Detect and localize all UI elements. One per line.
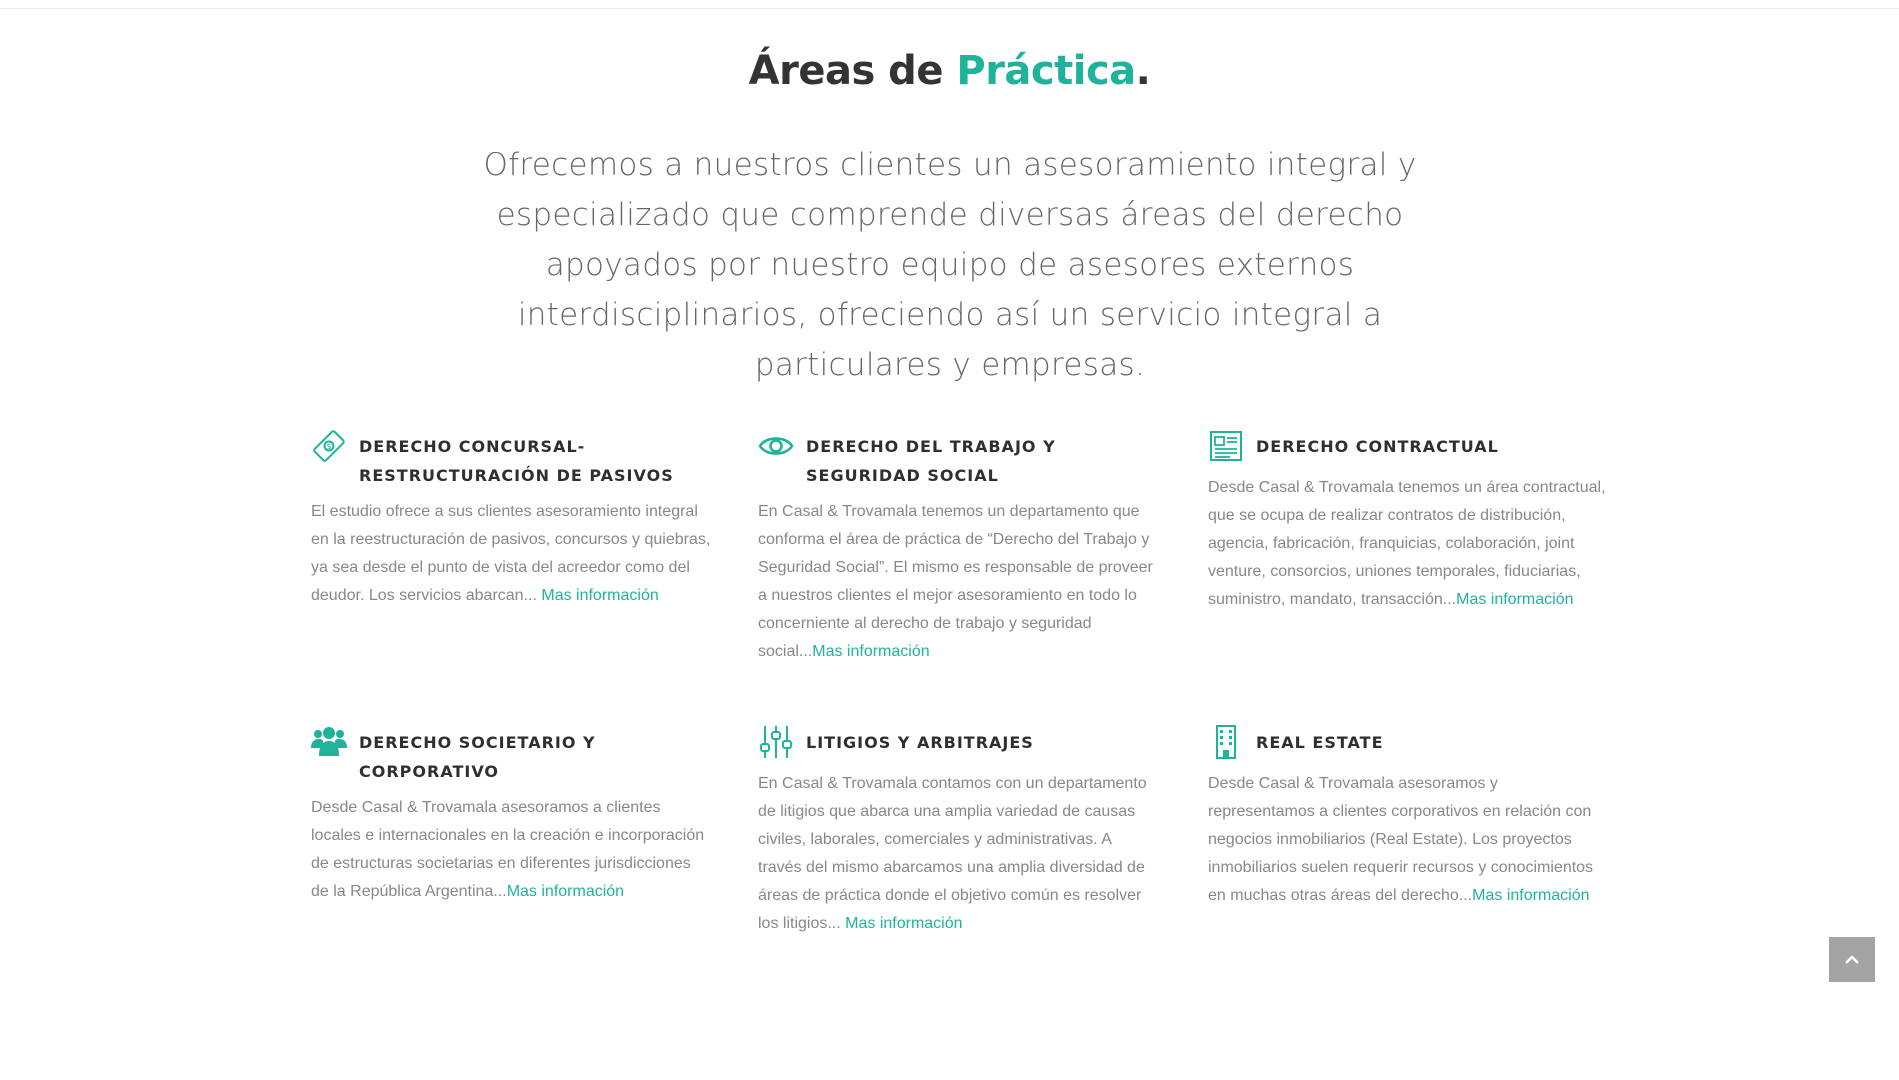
more-info-link[interactable]: Mas información (1472, 887, 1590, 904)
card-title: DERECHO DEL TRABAJO Y SEGURIDAD SOCIAL (806, 437, 1056, 485)
more-info-link[interactable]: Mas información (506, 883, 625, 900)
card-description (311, 794, 711, 906)
card-text: Desde Casal & Trovamala tenemos un área contractual, que se ocupa de realizar contratos de distribución, agencia, fabricación, franquicias, colaboración, joint venture, consorcios, uniones temporales, fiduciarias, suministro, mandato, transacción... (1208, 479, 1606, 608)
section-intro: Ofrecemos a nuestros clientes un asesoramiento integral y especializado que comprende diversas áreas del derecho apoyados por nuestro equipo de asesores externos interdisciplinarios, ofreciendo así un servicio integral a particulares y empresas. (483, 147, 1417, 383)
chevron-up-icon (1843, 951, 1861, 969)
practice-area-card-societario (311, 728, 711, 906)
card-text: Desde Casal & Trovamala asesoramos y representamos a clientes corporativos en relación con negocios inmobiliarios (Real Estate). Los proyectos inmobiliarios suelen requerir recursos y conocimientos en muchas otras áreas del derecho... (1208, 775, 1594, 904)
practice-area-card-real-estate (1208, 728, 1608, 910)
eye-icon (758, 428, 794, 464)
card-header (758, 728, 1158, 762)
building-icon (1208, 724, 1244, 760)
card-description (758, 498, 1158, 666)
card-description (311, 498, 711, 610)
header-divider (0, 0, 1899, 9)
card-title: DERECHO CONCURSAL- RESTRUCTURACIÓN DE PASIVOS (359, 437, 674, 485)
svg-text:$: $ (326, 442, 332, 451)
card-header (758, 432, 1158, 490)
practice-area-card-trabajo (758, 432, 1158, 666)
card-header (311, 432, 711, 490)
practice-area-card-contractual (1208, 432, 1608, 614)
practice-area-card-litigios (758, 728, 1158, 938)
card-title: DERECHO CONTRACTUAL (1256, 437, 1499, 456)
card-header (311, 728, 711, 786)
section-title-accent: Práctica (956, 48, 1136, 94)
more-info-link[interactable]: Mas información (812, 643, 930, 660)
card-text: En Casal & Trovamala tenemos un departamento que conforma el área de práctica de “Derecho del Trabajo y Seguridad Social”. El mismo es responsable de proveer a nuestros clientes el mejor asesoramiento en todo lo concerniente al derecho de trabajo y seguridad social... (758, 503, 1153, 660)
card-title: LITIGIOS Y ARBITRAJES (806, 733, 1034, 752)
more-info-link[interactable]: Mas información (1456, 591, 1574, 608)
card-header (1208, 432, 1608, 466)
section-title-dot: . (1135, 48, 1151, 94)
card-text: El estudio ofrece a sus clientes asesoramiento integral en la reestructuración de pasivos, concursos y quiebras, ya sea desde el punto de vista del acreedor como del deudor. Los servicios abarcan... (311, 503, 711, 604)
newspaper-icon (1208, 428, 1244, 464)
users-icon (311, 724, 347, 760)
card-title: DERECHO SOCIETARIO Y CORPORATIVO (359, 733, 596, 781)
practice-area-card-concursal (311, 432, 711, 610)
sliders-icon (758, 724, 794, 760)
scroll-to-top-button[interactable] (1829, 937, 1875, 982)
card-description (758, 770, 1158, 938)
section-title (0, 48, 1899, 94)
section-title-main: Áreas de (748, 48, 957, 94)
money-bill-icon (311, 428, 347, 464)
card-text: Desde Casal & Trovamala asesoramos a clientes locales e internacionales en la creación e incorporación de estructuras societarias en diferentes jurisdicciones de la República Argentina... (311, 799, 705, 900)
more-info-link[interactable]: Mas información (845, 915, 963, 932)
card-header (1208, 728, 1608, 762)
card-description (1208, 770, 1608, 910)
card-title: REAL ESTATE (1256, 733, 1384, 752)
card-description (1208, 474, 1608, 614)
card-text: En Casal & Trovamala contamos con un departamento de litigios que abarca una amplia variedad de causas civiles, laborales, comerciales y administrativas. A través del mismo abarcamos una amplia diversidad de áreas de práctica donde el objetivo común es resolver los litigios... (758, 775, 1147, 932)
more-info-link[interactable]: Mas información (541, 587, 659, 604)
